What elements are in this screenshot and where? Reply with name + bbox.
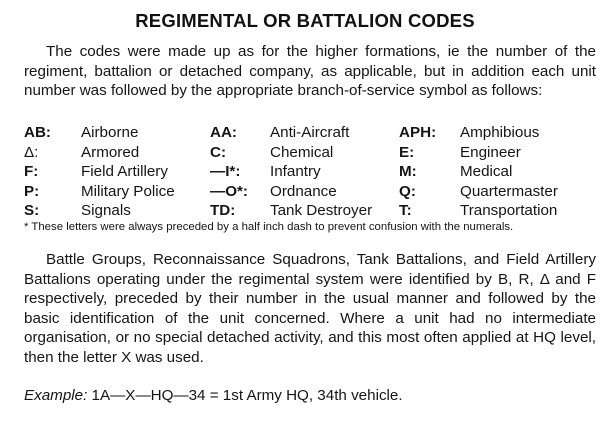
code-abbr: AB: bbox=[24, 124, 51, 141]
codes-row bbox=[24, 144, 596, 164]
code-abbr: Q: bbox=[399, 182, 416, 200]
code-abbr: T: bbox=[399, 202, 412, 219]
example-label: Example: bbox=[24, 387, 88, 404]
intro-paragraph bbox=[24, 42, 596, 101]
code-abbr: P: bbox=[24, 182, 40, 200]
intro-text: The codes were made up as for the higher formations, ie the number of the regiment, battalion or detached company, as applicable, but in addition each unit number was followed by the appropriate branch-of-service symbol as follows: bbox=[24, 43, 596, 100]
code-name: Military Police bbox=[81, 182, 175, 200]
code-abbr: S: bbox=[24, 202, 40, 219]
code-name: Medical bbox=[460, 163, 513, 180]
code-name: Signals bbox=[81, 202, 131, 219]
code-abbr: E: bbox=[399, 143, 415, 161]
code-name: Engineer bbox=[460, 143, 521, 161]
body-text: Battle Groups, Reconnaissance Squadrons, Tank Battalions, and Field Artillery Battalions operating under the regimental system were identified by B, R, Δ and F respectively, preceded by their number in the usual manner and followed by the basic identification of the unit concerned. Where a unit had no intermediate organisation, or no special detached activity, and this most often applied at HQ level, then the letter X was used. bbox=[24, 251, 596, 366]
code-name: Airborne bbox=[81, 124, 139, 141]
code-name: Field Artillery bbox=[81, 163, 168, 180]
example-line bbox=[24, 387, 403, 404]
code-abbr: F: bbox=[24, 163, 39, 180]
code-name: Amphibious bbox=[460, 124, 540, 141]
codes-table bbox=[24, 124, 596, 222]
body-paragraph bbox=[24, 250, 596, 368]
code-name: Armored bbox=[81, 143, 140, 161]
code-name: Anti-Aircraft bbox=[270, 124, 350, 141]
code-name: Transportation bbox=[460, 202, 558, 219]
code-name: Chemical bbox=[270, 143, 334, 161]
code-abbr: APH: bbox=[399, 124, 437, 141]
codes-row bbox=[24, 124, 596, 144]
code-abbr: AA: bbox=[210, 124, 237, 141]
code-abbr: —I*: bbox=[210, 163, 241, 180]
codes-row bbox=[24, 163, 596, 183]
code-name: Ordnance bbox=[270, 182, 337, 200]
code-name: Infantry bbox=[270, 163, 321, 180]
code-name: Tank Destroyer bbox=[270, 202, 373, 219]
code-abbr: C: bbox=[210, 143, 227, 161]
footnote: * These letters were always preceded by a half inch dash to prevent confusion with the numerals. bbox=[24, 221, 514, 233]
page-title: REGIMENTAL OR BATTALION CODES bbox=[135, 10, 475, 31]
codes-row bbox=[24, 202, 596, 222]
code-abbr: Δ: bbox=[24, 143, 39, 161]
codes-row bbox=[24, 183, 596, 203]
code-abbr: TD: bbox=[210, 202, 236, 219]
code-name: Quartermaster bbox=[460, 182, 558, 200]
example-text: 1A—X—HQ—34 = 1st Army HQ, 34th vehicle. bbox=[91, 387, 403, 404]
code-abbr: —O*: bbox=[210, 182, 248, 200]
code-abbr: M: bbox=[399, 163, 417, 180]
